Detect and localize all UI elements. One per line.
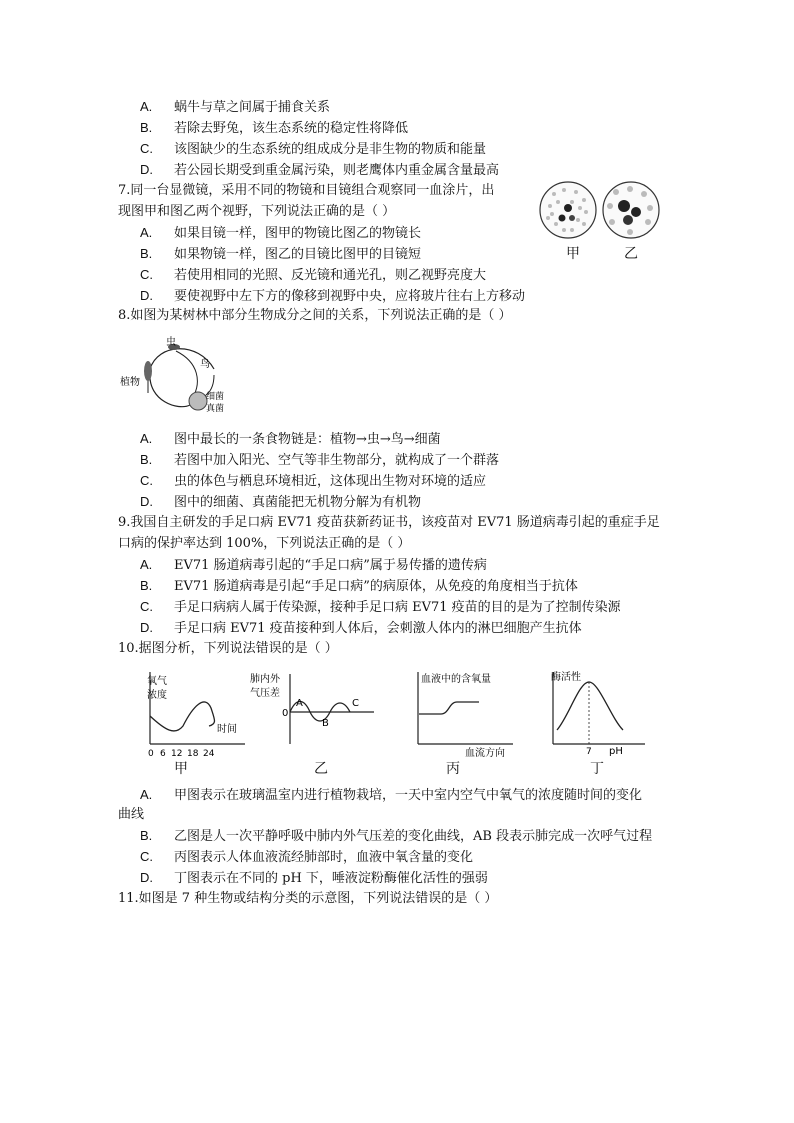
q6-option-b: B. 若除去野兔，该生态系统的稳定性将降低 — [140, 120, 409, 136]
graph-yi — [250, 668, 380, 760]
graph-caption-jia: 甲 — [174, 761, 188, 777]
label-plant: 植物 — [120, 377, 140, 388]
q8-option-b: B. 若图中加入阳光、空气等非生物部分，就构成了一个群落 — [140, 452, 500, 468]
q6-option-a: A. 蜗牛与草之间属于捕食关系 — [140, 99, 331, 115]
graph-caption-bing: 丙 — [446, 761, 460, 777]
q9-option-c: C. 手足口病病人属于传染源，接种手足口病 EV71 疫苗的目的是为了控制传染源 — [140, 599, 621, 615]
graph-caption-yi: 乙 — [314, 761, 328, 777]
q7-stem-line2: 现图甲和图乙两个视野，下列说法正确的是（ ） — [118, 204, 396, 219]
q10-option-c: C. 丙图表示人体血液流经肺部时，血液中氧含量的变化 — [140, 849, 474, 865]
yi-zero-label: 0 — [282, 708, 289, 719]
yi-point-a: A — [296, 698, 303, 709]
figure-label-jia: 甲 — [566, 246, 580, 262]
graph-ding — [545, 668, 655, 760]
jia-ylabel-2: 浓度 — [147, 690, 167, 701]
label-bird: 鸟 — [200, 359, 210, 370]
jia-tick-12: 12 — [171, 749, 183, 759]
microscope-fields-figure — [538, 180, 662, 262]
q6-option-d: D. 若公园长期受到重金属污染，则老鹰体内重金属含量最高 — [140, 162, 500, 178]
q10-option-b: B. 乙图是人一次平静呼吸中肺内外气压差的变化曲线，AB 段表示肺完成一次呼气过程 — [140, 828, 653, 844]
q8-stem: 8.如图为某树林中部分生物成分之间的关系，下列说法正确的是（ ） — [118, 308, 512, 323]
q7-option-a: A. 如果目镜一样，图甲的物镜比图乙的物镜长 — [140, 225, 422, 241]
yi-point-b: B — [322, 718, 329, 729]
jia-xlabel: 时间 — [217, 724, 237, 735]
ding-xlabel: pH — [609, 746, 623, 757]
q11-stem: 11.如图是 7 种生物或结构分类的示意图，下列说法错误的是（ ） — [118, 891, 498, 906]
graph-jia — [145, 668, 255, 760]
field-jia — [540, 182, 596, 238]
q8-option-c: C. 虫的体色与栖息环境相近，这体现出生物对环境的适应 — [140, 473, 487, 489]
graph-bing — [413, 668, 523, 760]
ding-ylabel: 酶活性 — [551, 672, 581, 683]
q6-option-c: C. 该图缺少的生态系统的组成成分是非生物的物质和能量 — [140, 141, 487, 157]
q9-stem-line1: 9.我国自主研发的手足口病 EV71 疫苗获新药证书，该疫苗对 EV71 肠道病毒引起的重症手足 — [118, 515, 660, 530]
q10-option-d: D. 丁图表示在不同的 pH 下，唾液淀粉酶催化活性的强弱 — [140, 870, 488, 886]
label-insect: 虫 — [166, 337, 176, 348]
jia-ylabel-1: 氧气 — [147, 676, 167, 687]
q7-stem-line1: 7.同一台显微镜，采用不同的物镜和目镜组合观察同一血涂片，出 — [118, 183, 495, 198]
q10-option-a: A. 甲图表示在玻璃温室内进行植物栽培，一天中室内空气中氧气的浓度随时间的变化 — [140, 787, 643, 803]
q9-stem-line2: 口病的保护率达到 100%，下列说法正确的是（ ） — [118, 536, 411, 551]
yi-ylabel-2: 气压差 — [250, 688, 280, 699]
yi-point-c: C — [352, 698, 359, 709]
q7-option-b: B. 如果物镜一样，图乙的目镜比图甲的目镜短 — [140, 246, 422, 262]
q10-stem: 10.据图分析，下列说法错误的是（ ） — [118, 641, 338, 656]
bing-ylabel: 血液中的含氧量 — [421, 674, 491, 685]
food-web-figure — [118, 333, 238, 418]
label-fungi: 真菌 — [206, 404, 225, 414]
q7-option-c: C. 若使用相同的光照、反光镜和通光孔，则乙视野亮度大 — [140, 267, 487, 283]
label-bacteria: 细菌 — [206, 392, 225, 402]
q9-option-b: B. EV71 肠道病毒是引起“手足口病”的病原体，从免疫的角度相当于抗体 — [140, 578, 578, 594]
q7-option-d: D. 要使视野中左下方的像移到视野中央，应将玻片往右上方移动 — [140, 288, 526, 304]
ding-tick-7: 7 — [586, 747, 592, 757]
q8-option-a: A. 图中最长的一条食物链是：植物→虫→鸟→细菌 — [140, 431, 441, 447]
q10-option-a-cont: 曲线 — [118, 807, 145, 822]
graph-caption-ding: 丁 — [590, 761, 604, 777]
jia-tick-0: 0 — [148, 749, 154, 759]
field-yi — [603, 182, 659, 238]
jia-tick-6: 6 — [160, 749, 166, 759]
q9-option-d: D. 手足口病 EV71 疫苗接种到人体后，会刺激人体内的淋巴细胞产生抗体 — [140, 620, 582, 636]
q9-option-a: A. EV71 肠道病毒引起的“手足口病”属于易传播的遗传病 — [140, 557, 487, 573]
jia-tick-18: 18 — [187, 749, 199, 759]
bing-xlabel: 血流方向 — [465, 748, 505, 759]
figure-label-yi: 乙 — [624, 246, 638, 262]
yi-ylabel-1: 肺内外 — [250, 674, 280, 685]
q8-option-d: D. 图中的细菌、真菌能把无机物分解为有机物 — [140, 494, 422, 510]
jia-tick-24: 24 — [203, 749, 215, 759]
